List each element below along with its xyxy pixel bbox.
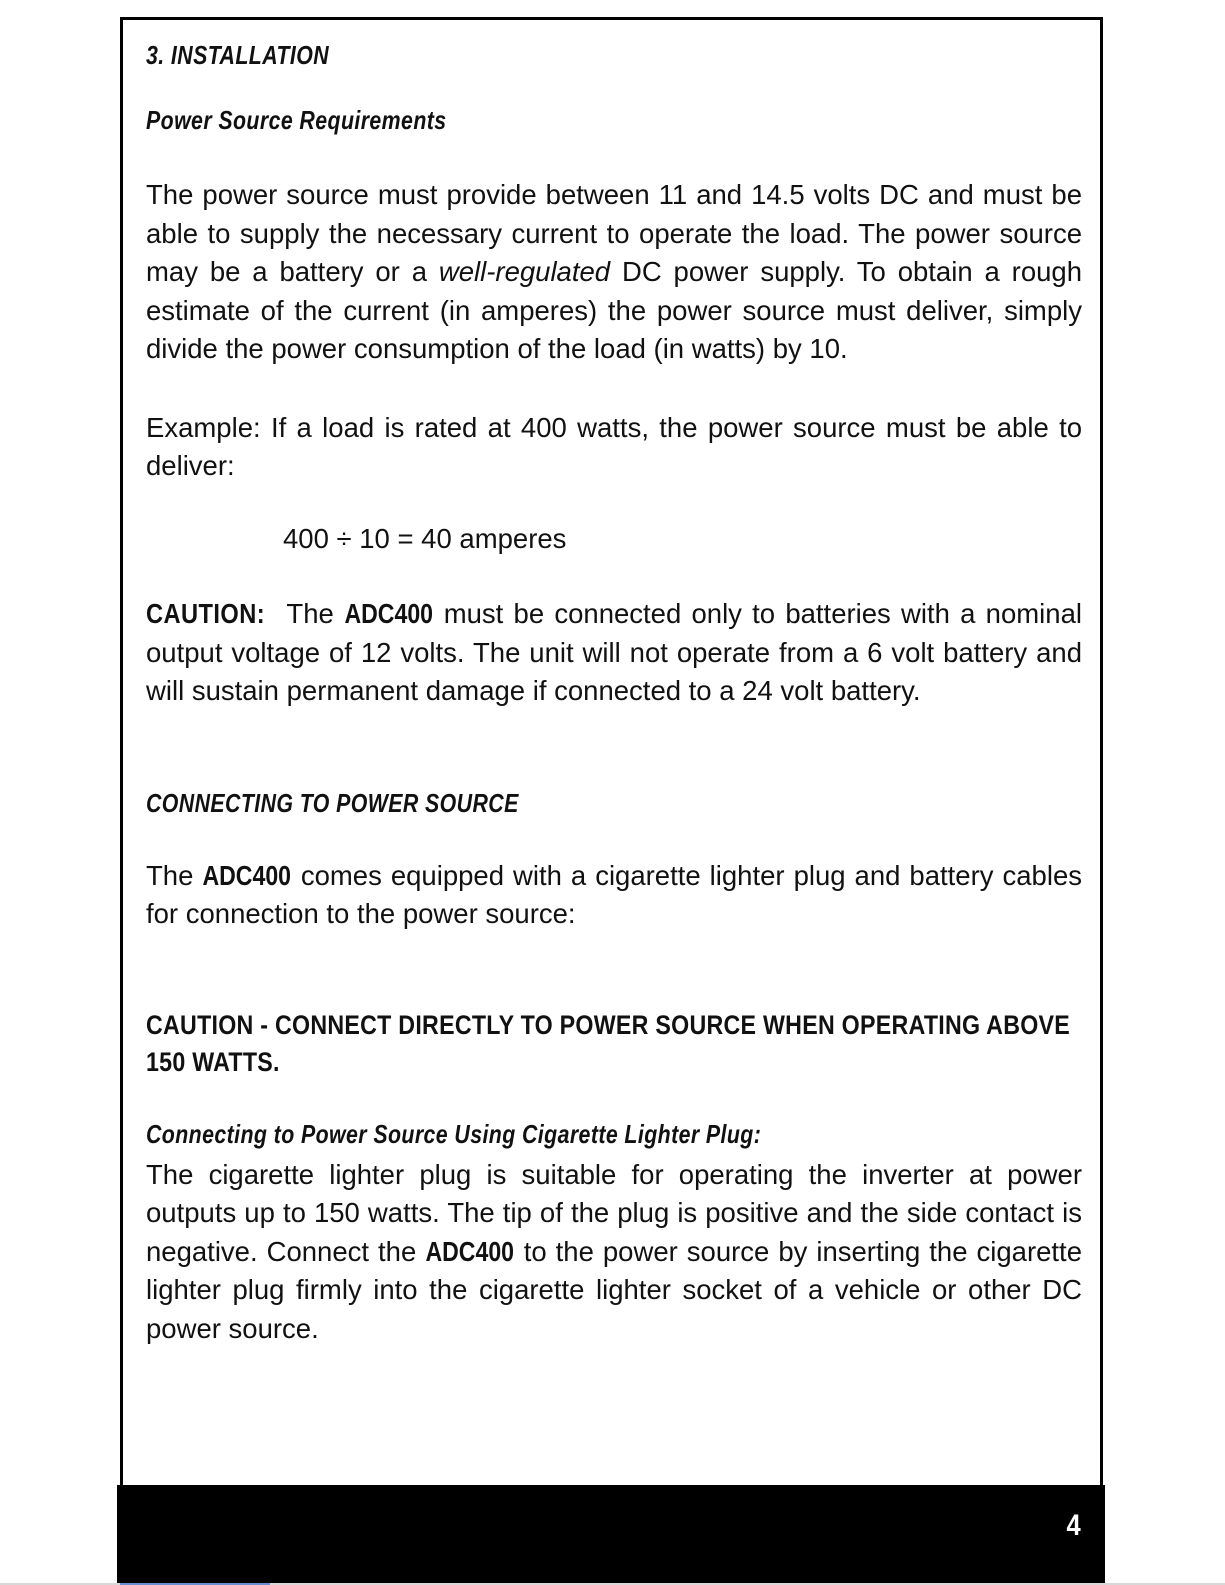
- power-requirements-heading: Power Source Requirements: [146, 105, 447, 135]
- operating-caution: CAUTION - CONNECT DIRECTLY TO POWER SOURCE WHEN OPERATING ABOVE 150 WATTS.: [146, 1009, 1071, 1077]
- model-name: ADC400: [202, 859, 292, 891]
- cigarette-plug-heading: Connecting to Power Source Using Cigarette Lighter Plug:: [146, 1118, 762, 1149]
- caution-label: CAUTION:: [146, 598, 266, 629]
- cigarette-plug-paragraph: The cigarette lighter plug is suitable for operating the inverter at power outputs up to 150 watts. The tip of the plug is positive and the side contact is negative. Connect the ADC400 to the power source by inserting the cigarette lighter plug firmly into the cigarette lighter socket of a vehicle or other DC power source.: [146, 1158, 1082, 1344]
- power-requirements-paragraph: The power source must provide between 11 and 14.5 volts DC and must be able to supply the necessary current to operate the load. The power source may be a battery or a well-regulated DC power supply. To obtain a rough estimate of the current (in amperes) the power source must deliver, simply divide the power consumption of the load (in watts) by 10.: [146, 179, 1082, 364]
- section-title: 3. INSTALLATION: [146, 40, 330, 70]
- connecting-heading: CONNECTING TO POWER SOURCE: [146, 787, 519, 818]
- well-regulated-emphasis: well-regulated: [438, 256, 611, 287]
- model-name: ADC400: [425, 1235, 515, 1267]
- page-number: 4: [1066, 1509, 1081, 1542]
- model-name: ADC400: [344, 598, 434, 629]
- voltage-caution-paragraph: CAUTION: The ADC400 must be connected only to batteries with a nominal output voltage of 12 volts. The unit will not operate from a 6 volt battery and will sustain permanent damage if connected to a 24 volt battery.: [146, 595, 1082, 711]
- connecting-paragraph: The ADC400 comes equipped with a cigarette lighter plug and battery cables for connection to the power source:: [146, 857, 1082, 934]
- footer-bar: [117, 1485, 1105, 1585]
- example-paragraph: Example: If a load is rated at 400 watts, the power source must be able to deliver:: [146, 411, 1082, 481]
- page-content: [146, 40, 1082, 1348]
- example-formula: 400 ÷ 10 = 40 amperes: [283, 522, 567, 554]
